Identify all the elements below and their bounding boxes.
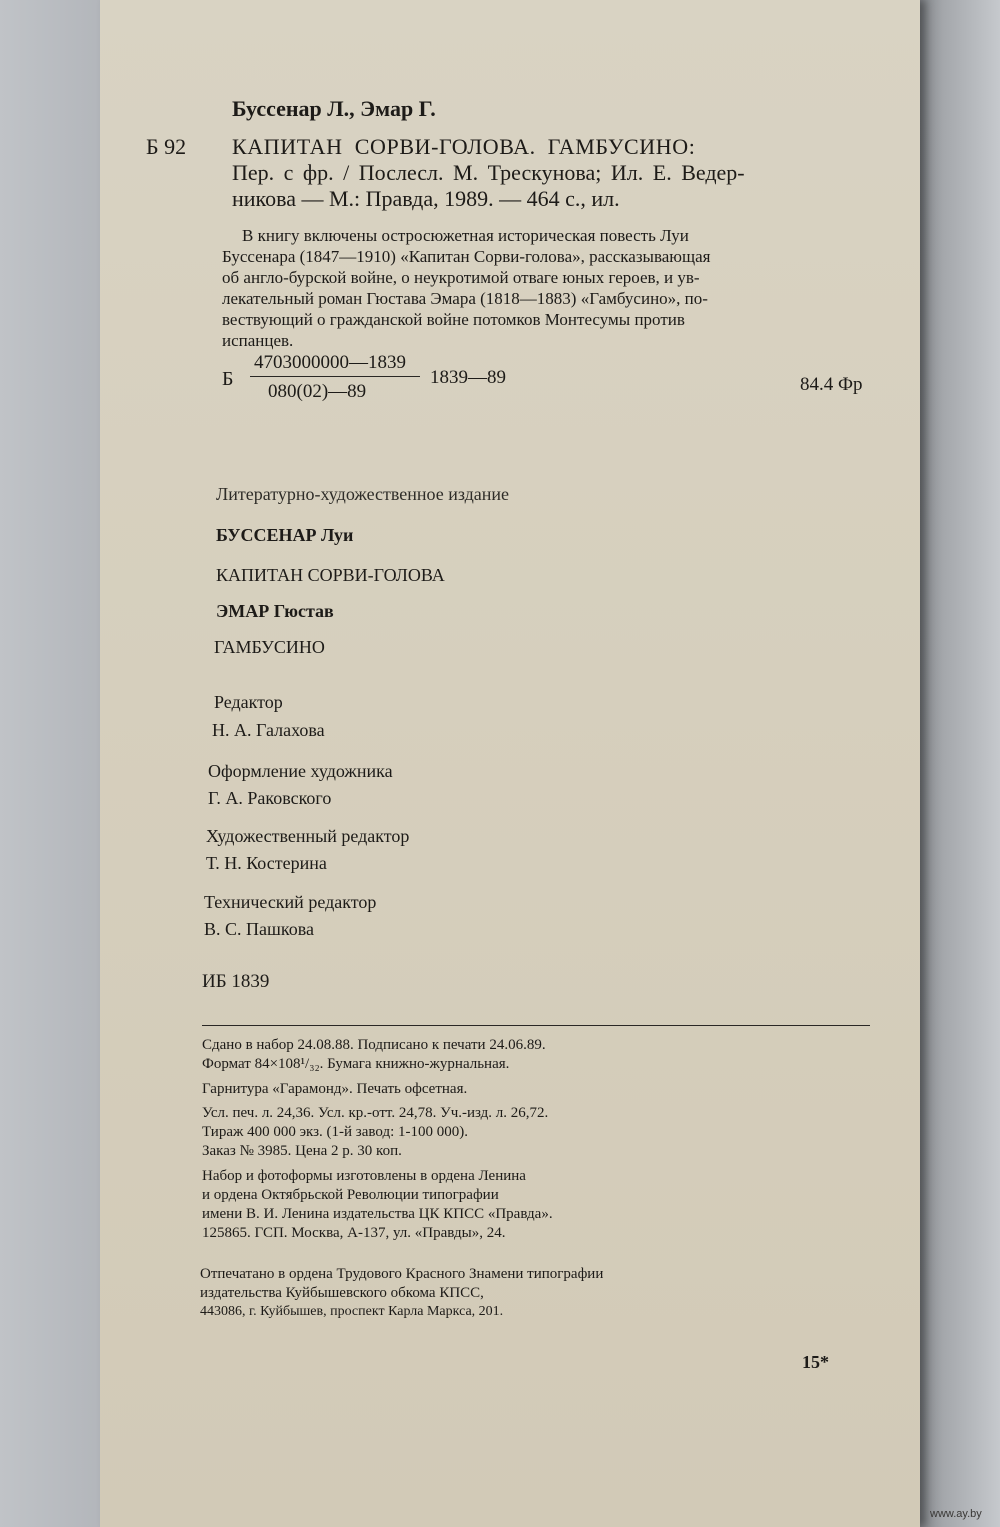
annotation-line: В книгу включены остросюжетная историческая повесть Луи xyxy=(242,226,689,245)
annotation-line: Буссенара (1847—1910) «Капитан Сорви-голова», рассказывающая xyxy=(222,247,711,266)
bbk-code: 84.4 Фр xyxy=(800,374,863,395)
index-numerator: 4703000000—1839 xyxy=(254,352,406,373)
printing-line: Набор и фотоформы изготовлены в ордена Ленина xyxy=(202,1168,526,1184)
printing-line: имени В. И. Ленина издательства ЦК КПСС «Правда». xyxy=(202,1206,553,1222)
credit-name: Г. А. Раковского xyxy=(208,788,332,808)
credit-role: Технический редактор xyxy=(204,892,377,912)
catalog-code: Б 92 xyxy=(146,134,187,159)
imprint-line: Усл. печ. л. 24,36. Усл. кр.-отт. 24,78. Уч.-изд. л. 26,72. xyxy=(202,1105,549,1121)
imprint-line: Гарнитура «Гарамонд». Печать офсетная. xyxy=(202,1081,468,1097)
imprint-line: Формат 84×108¹/₃₂. Бумага книжно-журнальная. xyxy=(202,1056,510,1072)
imprint-line: Заказ № 3985. Цена 2 р. 30 коп. xyxy=(202,1143,402,1159)
annotation-line: лекательный роман Гюстава Эмара (1818—1883) «Гамбусино», по- xyxy=(222,289,708,308)
watermark: www.ay.by xyxy=(930,1508,982,1520)
credit-role: Художественный редактор xyxy=(206,826,410,846)
index-denominator: 080(02)—89 xyxy=(268,381,367,402)
index-letter: Б xyxy=(222,368,234,390)
author-bussenar: БУССЕНАР Луи xyxy=(216,525,354,545)
imprint-line: Сдано в набор 24.08.88. Подписано к печати 24.06.89. xyxy=(202,1037,546,1053)
annotation-line: испанцев. xyxy=(222,331,294,350)
publication-line-2: Пер. с фр. / Послесл. М. Трескунова; Ил. Е. Ведер- xyxy=(232,160,745,185)
edition-kind: Литературно-художественное издание xyxy=(216,484,510,504)
book-title-line: КАПИТАН СОРВИ-ГОЛОВА. ГАМБУСИНО: xyxy=(232,134,696,159)
credit-name: Т. Н. Костерина xyxy=(206,853,327,873)
index-number: 1839—89 xyxy=(430,367,506,388)
credit-name: В. С. Пашкова xyxy=(204,919,314,939)
printing-line: и ордена Октябрьской Революции типографии xyxy=(202,1187,499,1203)
imprint-divider xyxy=(202,1025,870,1026)
fraction-line xyxy=(250,376,420,377)
title-captain: КАПИТАН СОРВИ-ГОЛОВА xyxy=(216,565,445,585)
desk-background xyxy=(0,0,110,1527)
book-page xyxy=(100,0,920,1527)
printing-line: издательства Куйбышевского обкома КПСС, xyxy=(200,1285,484,1301)
printing-line: Отпечатано в ордена Трудового Красного Знамени типографии xyxy=(200,1266,604,1282)
credit-role: Редактор xyxy=(214,692,283,712)
printing-line: 125865. ГСП. Москва, А-137, ул. «Правды», 24. xyxy=(202,1225,506,1241)
credit-role: Оформление художника xyxy=(208,761,393,781)
annotation-line: вествующий о гражданской войне потомков Монтесумы против xyxy=(222,310,685,329)
annotation-line: об англо-бурской войне, о неукротимой отваге юных героев, и ув- xyxy=(222,268,700,287)
credit-name: Н. А. Галахова xyxy=(212,720,325,740)
authors-line: Буссенар Л., Эмар Г. xyxy=(232,96,436,121)
printing-line: 443086, г. Куйбышев, проспект Карла Маркса, 201. xyxy=(200,1304,504,1319)
publication-line-3: никова — М.: Правда, 1989. — 464 с., ил. xyxy=(232,186,620,211)
imprint-line: Тираж 400 000 экз. (1-й завод: 1-100 000). xyxy=(202,1124,468,1140)
sheet-signature: 15* xyxy=(802,1352,829,1372)
ib-number: ИБ 1839 xyxy=(202,971,270,992)
author-emar: ЭМАР Гюстав xyxy=(216,601,334,621)
title-gambusino: ГАМБУСИНО xyxy=(214,637,325,657)
